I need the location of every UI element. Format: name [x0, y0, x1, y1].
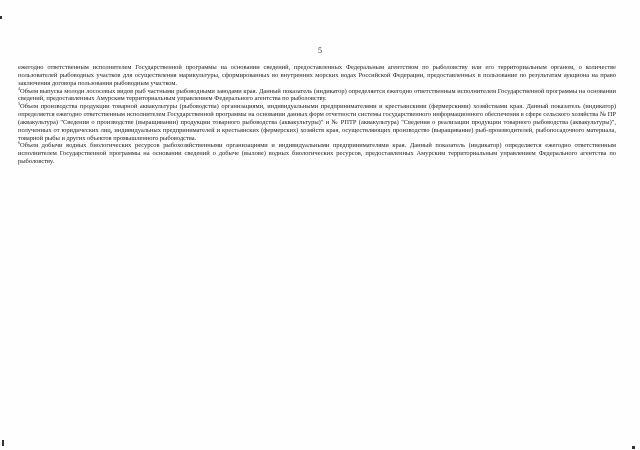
footnote-4: [18, 85, 616, 107]
scan-edge-mark: [0, 16, 2, 19]
footnote-marker: 4: [18, 85, 20, 91]
paragraph-text: Объем добычи водных биологических ресурсов рыбохозяйственными организациями и индивидуальными предпринимателями края. Данный показатель (индикатор) определяется ежегодно ответственным исполнителем Государственной программы на основании сведений о добыче (вылове) водных биологических ресурсов, предоставленных Амурским территориальным управлением Федерального агентства по рыболовству.: [18, 142, 616, 166]
paragraph-text: Объем выпуска молоди лососевых видов рыб частными рыбоводными заводами края. Данный показатель (индикатор) определяется ежегодно ответственным исполнителем Государственной программы на основании сведений, предоставленных Амурским территориальным управлением Федерального агентства по рыболовству.: [18, 87, 616, 103]
paragraph-continuation: [18, 64, 616, 91]
footnote-6: [18, 142, 616, 166]
paragraph-text: ежегодно ответственным исполнителем Государственной программы на основании сведений, предоставленных Федеральным агентством по рыболовству или его территориальным органом, о количестве пользователей рыбоводных участков для осуществления марикультуры, сформированных во внутренних морских водах Российской Федерации, предоставленных в пользование по результатам аукциона на право заключения договора пользования рыбоводным участком.: [18, 64, 616, 87]
page-number: 5: [318, 46, 322, 55]
footnote-marker: 6: [18, 140, 20, 146]
footnote-marker: 5: [18, 101, 20, 107]
scan-edge-mark: [2, 440, 4, 446]
scan-edge-mark: [632, 446, 635, 449]
footnote-5: [18, 103, 616, 142]
paragraph-text: Объем производства продукции товарной аквакультуры (рыбоводства) организациями, индивидуальными предпринимателями и крестьянскими (фермерскими) хозяйствами края. Данный показатель (индикатор) определяется ежегодно ответственным исполнителем Государственной программы на основании данных форм отчетности системы государственного информационного обеспечения в сфере сельского хозяйства № ПР (аквакультура) "Сведения о производстве (выращивании) продукции товарного рыбоводства (аквакультуры)" и № РПТР (аквакультура) "Сведения о реализации продукции товарного рыбоводства (аквакультуры)", полученных от юридических лиц, индивидуальных предпринимателей и крестьянских (фермерских) хозяйств края, осуществляющих производство (выращивание) рыб-производителей, рыбопосадочного материала, товарной рыбы и других объектов промышленного рыбоводства.: [18, 103, 616, 142]
document-body: [18, 64, 616, 166]
